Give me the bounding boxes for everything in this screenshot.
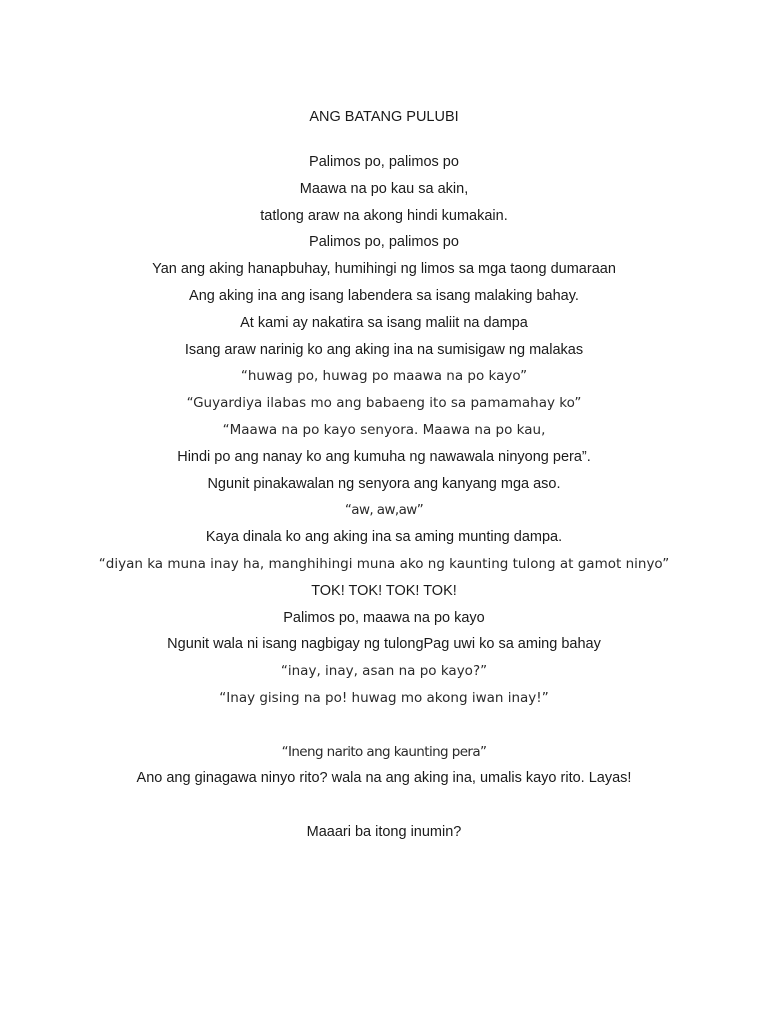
poem-line: Hindi po ang nanay ko ang kumuha ng nawawala ninyong pera”. xyxy=(177,448,591,465)
poem-line: TOK! TOK! TOK! TOK! xyxy=(311,582,457,599)
poem-line: At kami ay nakatira sa isang maliit na dampa xyxy=(240,314,528,331)
poem-line: Isang araw narinig ko ang aking ina na sumisigaw ng malakas xyxy=(184,341,584,358)
poem-line: Ngunit wala ni isang nagbigay ng tulongPag uwi ko sa aming bahay xyxy=(167,636,601,653)
poem-line: Maaari ba itong inumin? xyxy=(306,823,462,840)
poem-line: Palimos po, palimos po xyxy=(309,234,459,251)
poem-line: Kaya dinala ko ang aking ina sa aming munting dampa. xyxy=(205,529,563,546)
poem-line: Yan ang aking hanapbuhay, humihingi ng limos sa mga taong dumaraan xyxy=(152,261,616,278)
poem-line-quote: “Maawa na po kayo senyora. Maawa na po kau, xyxy=(222,421,546,438)
blank-line xyxy=(0,715,768,742)
poem-line-quote: “Guyardiya ilabas mo ang babaeng ito sa pamamahay ko” xyxy=(186,395,582,412)
poem-line-quote: “Inay gising na po! huwag mo akong iwan inay!” xyxy=(219,689,549,706)
blank-line xyxy=(0,795,768,822)
poem-line: Ngunit pinakawalan ng senyora ang kanyang mga aso. xyxy=(207,475,561,492)
poem-body xyxy=(0,152,768,849)
poem-line: Palimos po, palimos po xyxy=(309,154,459,170)
poem-line: Ang aking ina ang isang labendera sa isang malaking bahay. xyxy=(189,287,579,304)
poem-line-quote: “Ineng narito ang kaunting pera” xyxy=(281,743,487,760)
poem-line-quote: “aw, aw,aw” xyxy=(344,502,424,519)
document-title: ANG BATANG PULUBI xyxy=(309,109,459,125)
poem-line-quote: “inay, inay, asan na po kayo?” xyxy=(280,663,488,680)
poem-line: tatlong araw na akong hindi kumakain. xyxy=(260,207,508,224)
poem-line: Palimos po, maawa na po kayo xyxy=(283,609,485,626)
poem-line: Maawa na po kau sa akin, xyxy=(299,180,469,197)
poem-line-quote: “huwag po, huwag po maawa na po kayo” xyxy=(240,368,528,385)
poem-line: Ano ang ginagawa ninyo rito? wala na ang aking ina, umalis kayo rito. Layas! xyxy=(136,770,632,787)
poem-line-quote: “diyan ka muna inay ha, manghihingi muna ako ng kaunting tulong at gamot ninyo” xyxy=(98,555,670,572)
